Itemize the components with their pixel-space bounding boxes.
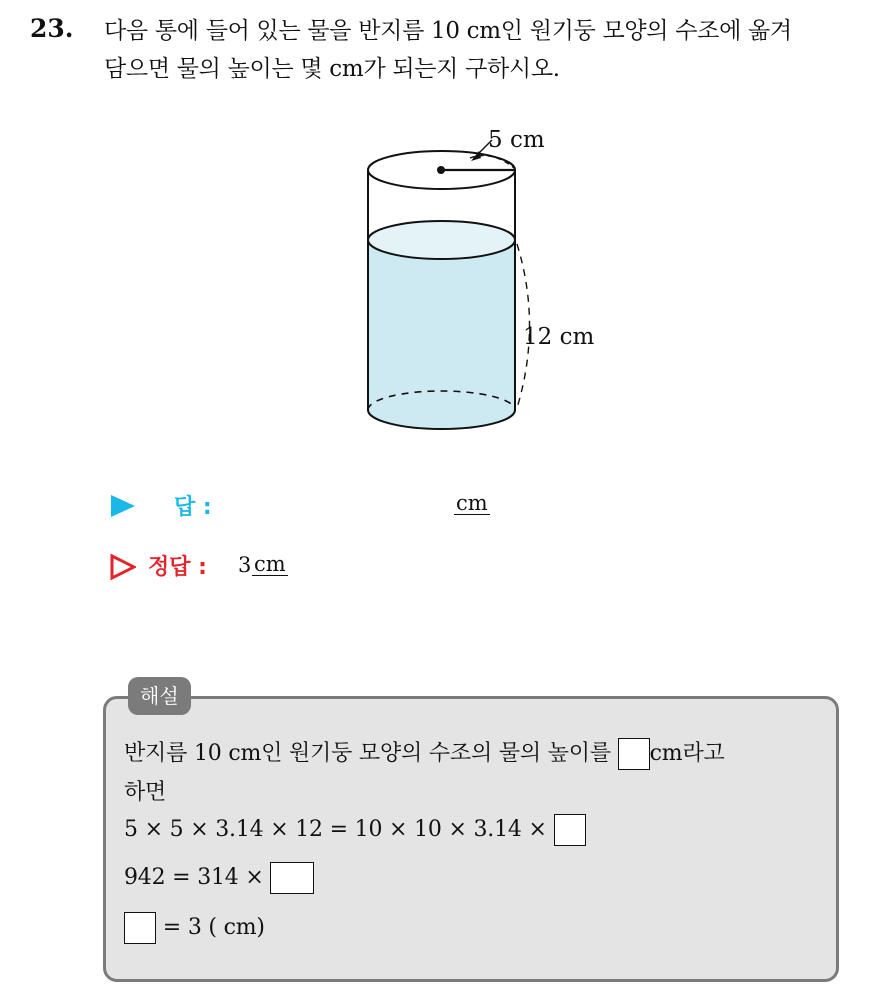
answer-blank-box xyxy=(270,862,314,894)
question-text-line-1: 다음 통에 들어 있는 물을 반지름 10 cm인 원기둥 모양의 수조에 옮겨 xyxy=(104,18,792,44)
answer-blank-box xyxy=(618,738,650,770)
solution-tab: 해설 xyxy=(128,677,191,715)
water-body xyxy=(368,240,515,429)
question-number: 23. xyxy=(30,14,74,43)
answer-label: 답 : xyxy=(174,495,212,520)
water-surface xyxy=(368,221,515,259)
answer-blank-box xyxy=(124,912,156,944)
play-triangle-icon xyxy=(110,494,136,518)
solution-line-4 xyxy=(124,862,314,894)
question-text xyxy=(104,12,874,88)
cylinder-figure xyxy=(330,110,620,450)
solution-line-5 xyxy=(124,912,265,944)
answer-unit: cm xyxy=(456,491,488,515)
solution-line-1-unit: cm라고 xyxy=(649,741,725,766)
correct-answer-label: 정답 : xyxy=(148,555,207,580)
outline-triangle-icon xyxy=(110,554,136,580)
solution-line-1 xyxy=(124,736,725,770)
question-text-line-2: 담으면 물의 높이는 몇 cm가 되는지 구하시오. xyxy=(104,56,560,82)
answer-row xyxy=(110,486,610,526)
solution-equation-1: 5 × 5 × 3.14 × 12 = 10 × 10 × 3.14 × xyxy=(124,817,547,842)
answer-blank-box xyxy=(554,814,586,846)
correct-answer-value: 3 xyxy=(238,553,252,577)
height-label: 12 cm xyxy=(523,324,595,350)
radius-label: 5 cm xyxy=(488,127,545,153)
solution-equation-2: 942 = 314 × xyxy=(124,865,264,890)
correct-answer-unit: cm xyxy=(254,552,286,576)
correct-answer-row xyxy=(110,548,610,588)
solution-line-2: 하면 xyxy=(124,780,167,805)
solution-line-3 xyxy=(124,814,586,846)
solution-line-1-text: 반지름 10 cm인 원기둥 모양의 수조의 물의 높이를 xyxy=(124,741,611,766)
solution-result: = 3 ( cm) xyxy=(162,915,265,940)
